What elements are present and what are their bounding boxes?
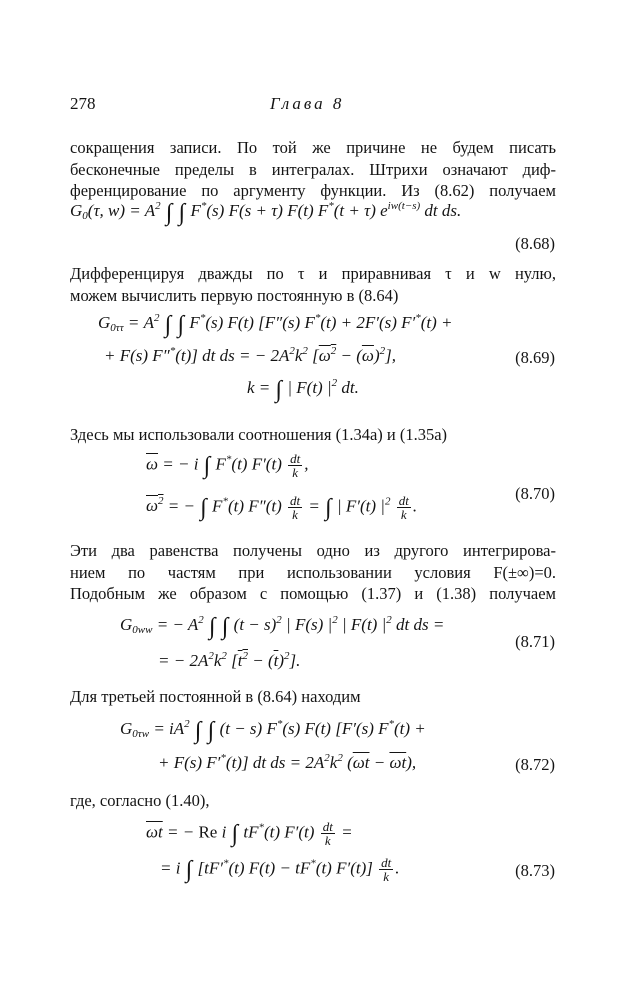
equation-8-73-line2: = i ∫ [tF′*(t) F(t) − tF*(t) F′(t)] $\frac{dt}{k}$ . <box>160 855 400 884</box>
equation-number: (8.70) <box>515 484 555 503</box>
paragraph-3 <box>70 424 556 446</box>
equation-number: (8.68) <box>515 234 555 253</box>
paragraph-1 <box>70 137 556 202</box>
paragraph-4 <box>70 540 556 605</box>
text-line: Дифференцируя дважды по τ и приравнивая τ и w нулю, <box>70 264 556 283</box>
equation-8-68: $G_0(\tau$, $w) = A^2$ ∫ ∫ F*(s) F(s + τ) F(t) F*(t + τ) $e^{iw(t-s)}$ dt ds. <box>70 200 462 226</box>
equation-8-70-line2: $\omega^2$ = − ∫ F*(t) F″(t) $\frac{dt}{k}$ = ∫ | F′(t) $|^2$ $\frac{dt}{k}$ . <box>146 493 418 522</box>
equation-8-69-line1: $G_{0\tau\tau} = A^2$ ∫ ∫ F*(s) F(t) [F″(s) F*(t) + 2F′(s) F′*(t) + <box>98 312 453 338</box>
equation-8-72-line2: + F(s) F′*(t)] dt ds = $2A^2k^2$ $(\overline{\omega t} - \overline{\omega}\overline{t})$, <box>158 752 417 772</box>
text-line: Эти два равенства получены одно из другого интегрирова- <box>70 541 556 560</box>
paragraph-2 <box>70 263 556 306</box>
equation-8-70-line1: $\overline{\omega}$ = − i ∫ F*(t) F′(t) $\frac{dt}{k}$ , <box>146 451 309 480</box>
text-line: Подобным же образом с помощью (1.37) и (1.38) получаем <box>70 584 556 603</box>
text-line: ференцирование по аргументу функции. Из (8.62) получаем <box>70 181 556 200</box>
equation-8-69-line3: k = ∫ | F(t) $|^2$ dt. <box>247 377 359 403</box>
page-number: 278 <box>70 94 96 113</box>
text-line: где, согласно (1.40), <box>70 791 210 810</box>
equation-8-72-line1: $G_{0\tau w} = iA^2$ ∫ ∫ (t − s) F*(s) F(t) [F′(s) F*(t) + <box>120 718 426 744</box>
text-line: нием по частям при использовании условия F(±∞)=0. <box>70 562 556 582</box>
text-line: Для третьей постоянной в (8.64) находим <box>70 687 361 706</box>
paragraph-5 <box>70 686 556 708</box>
equation-8-73-line1: $\overline{\omega t}$ = − Re i ∫ tF*(t) F′(t) $\frac{dt}{k}$ = <box>146 819 353 848</box>
chapter-title: Глава 8 <box>270 94 345 113</box>
equation-number: (8.71) <box>515 632 555 651</box>
text-line: Здесь мы использовали соотношения (1.34а) и (1.35а) <box>70 425 448 444</box>
text-line: сокращения записи. По той же причине не будем писать <box>70 138 556 157</box>
equation-number: (8.69) <box>515 348 555 367</box>
equation-8-71-line2: = − $2A^2k^2$ $[t^2 - (\overline{t})^2]$. <box>158 650 301 670</box>
equation-number: (8.72) <box>515 755 555 774</box>
equation-number: (8.73) <box>515 861 555 880</box>
equation-8-69-line2: + F(s) F″*(t)] dt ds = − $2A^2k^2$ $[\omega^2 - (\overline{\omega})^2]$, <box>104 345 396 365</box>
equation-8-71-line1: $G_{0ww}$ = − $A^2$ ∫ ∫ $(t - s)^2$ | F(s) $|^2$ | F(t) $|^2$ dt ds = <box>120 614 445 640</box>
text-line: можем вычислить первую постоянную в (8.64) <box>70 285 399 305</box>
text-line: бесконечные пределы в интегралах. Штрихи означают диф- <box>70 159 556 179</box>
paragraph-6 <box>70 790 556 812</box>
